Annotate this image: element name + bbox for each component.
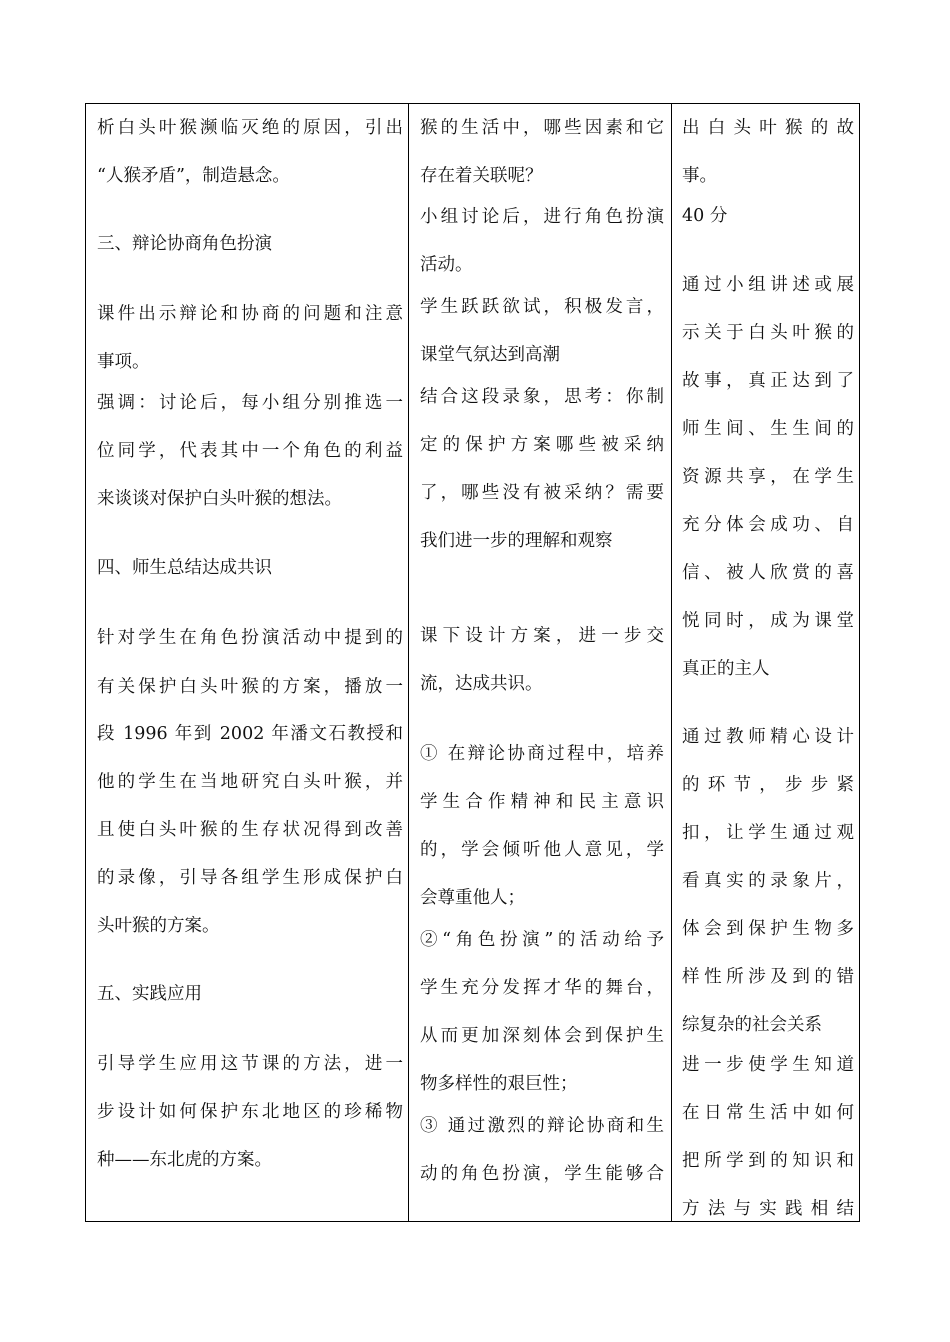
- text-line: 结合这段录象，思考：你制: [420, 387, 664, 407]
- text-line: 引导学生应用这节课的方法，进一: [97, 1054, 403, 1074]
- text-line: 信、被人欣赏的喜: [682, 563, 854, 583]
- table-row: [86, 104, 860, 1222]
- text-line: 定的保护方案哪些被采纳: [420, 435, 664, 455]
- text-line: 学生合作精神和民主意识: [420, 792, 664, 812]
- text-line: 资源共享，在学生: [682, 467, 854, 487]
- text-line: 来谈谈对保护白头叶猴的想法。: [97, 489, 342, 509]
- section-heading: 四、师生总结达成共识: [97, 558, 272, 578]
- text-line: 有关保护白头叶猴的方案，播放一: [97, 677, 403, 697]
- text-line: 悦同时，成为课堂: [682, 611, 854, 631]
- text-line: 从而更加深刻体会到保护生: [420, 1026, 664, 1046]
- text-line: 析白头叶猴濒临灭绝的原因，引出: [97, 118, 403, 138]
- text-line: ②“角色扮演”的活动给予: [420, 930, 664, 950]
- text-line: 物多样性的艰巨性；: [420, 1074, 578, 1094]
- text-line: 体会到保护生物多: [682, 919, 854, 939]
- text-line: 段 1996 年到 2002 年潘文石教授和: [97, 724, 403, 744]
- text-line: 综复杂的社会关系: [682, 1015, 822, 1035]
- text-line: 课件出示辩论和协商的问题和注意: [97, 304, 403, 324]
- text-line: 事项。: [97, 352, 150, 372]
- section-heading: 三、辩论协商角色扮演: [97, 234, 272, 254]
- text-line: 动的角色扮演，学生能够合: [420, 1164, 664, 1184]
- text-line: 的，学会倾听他人意见，学: [420, 840, 664, 860]
- text-line: 学生跃跃欲试，积极发言，: [420, 297, 664, 317]
- text-line: 的环节，步步紧: [682, 775, 854, 795]
- section-heading: 五、实践应用: [97, 984, 202, 1004]
- text-line: 的录像，引导各组学生形成保护白: [97, 868, 403, 888]
- text-line: 扣，让学生通过观: [682, 823, 854, 843]
- text-line: 针对学生在角色扮演活动中提到的: [97, 628, 403, 648]
- text-line: 出白头叶猴的故: [682, 118, 854, 138]
- text-line: 会尊重他人；: [420, 888, 525, 908]
- text-line: 强调：讨论后，每小组分别推选一: [97, 393, 403, 413]
- text-line: 了，哪些没有被采纳？需要: [420, 483, 664, 503]
- text-line: 方法与实践相结: [682, 1199, 854, 1219]
- text-line: ③ 通过激烈的辩论协商和生: [420, 1116, 664, 1136]
- text-line: 猴的生活中，哪些因素和它: [420, 118, 664, 138]
- text-line: 存在着关联呢？: [420, 166, 543, 186]
- text-line: 头叶猴的方案。: [97, 916, 220, 936]
- student-activity-column: [409, 104, 672, 1222]
- text-line: 通过小组讲述或展: [682, 275, 854, 295]
- text-line: 样性所涉及到的错: [682, 967, 854, 987]
- text-line: 课下设计方案，进一步交: [420, 626, 664, 646]
- text-line: 步设计如何保护东北地区的珍稀物: [97, 1102, 403, 1122]
- text-line: 且使白头叶猴的生存状况得到改善: [97, 820, 403, 840]
- text-line: “人猴矛盾”，制造悬念。: [97, 166, 290, 186]
- text-line: 看真实的录象片，: [682, 871, 854, 891]
- text-line: 活动。: [420, 255, 473, 275]
- text-line: 师生间、生生间的: [682, 419, 854, 439]
- text-line: 他的学生在当地研究白头叶猴，并: [97, 772, 403, 792]
- text-line: 充分体会成功、自: [682, 515, 854, 535]
- teacher-activity-column: [86, 104, 409, 1222]
- time-allocation: 40 分: [682, 206, 728, 226]
- text-line: 通过教师精心设计: [682, 727, 854, 747]
- text-line: 我们进一步的理解和观察: [420, 531, 613, 551]
- text-line: 真正的主人: [682, 659, 770, 679]
- text-line: 故事，真正达到了: [682, 371, 854, 391]
- text-line: 在日常生活中如何: [682, 1103, 854, 1123]
- text-line: 种——东北虎的方案。: [97, 1150, 272, 1170]
- text-line: 课堂气氛达到高潮: [420, 345, 560, 365]
- lesson-plan-table: [85, 103, 860, 1222]
- text-line: 流，达成共识。: [420, 674, 543, 694]
- text-line: 位同学，代表其中一个角色的利益: [97, 441, 403, 461]
- text-line: 示关于白头叶猴的: [682, 323, 854, 343]
- text-line: 事。: [682, 166, 717, 186]
- text-line: 把所学到的知识和: [682, 1151, 854, 1171]
- text-line: 小组讨论后，进行角色扮演: [420, 207, 664, 227]
- text-line: 学生充分发挥才华的舞台，: [420, 978, 664, 998]
- text-line: 进一步使学生知道: [682, 1055, 854, 1075]
- text-line: ① 在辩论协商过程中，培养: [420, 744, 664, 764]
- design-intent-column: [672, 104, 860, 1222]
